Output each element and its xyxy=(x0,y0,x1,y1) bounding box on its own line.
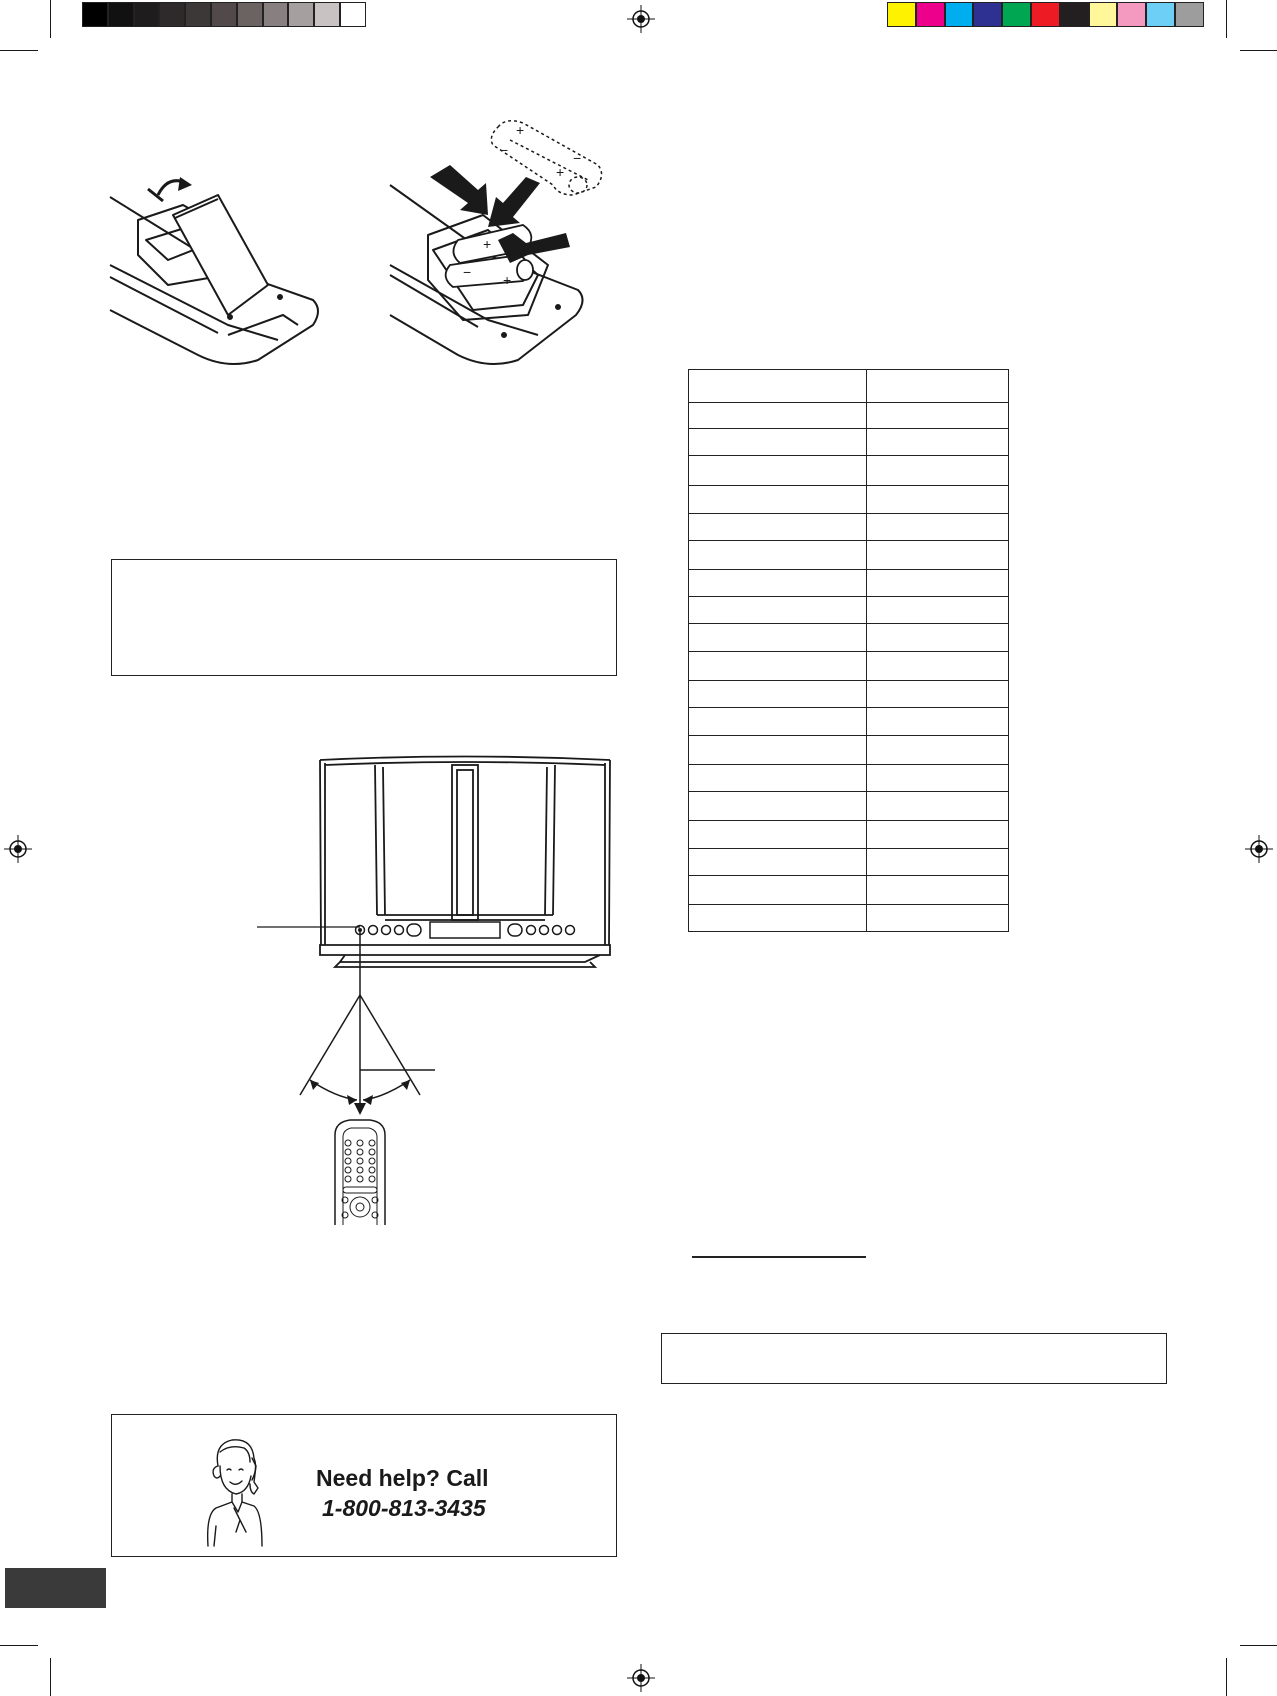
registration-mark-icon xyxy=(3,834,33,864)
svg-text:+: + xyxy=(483,236,492,252)
stereo-unit-illustration xyxy=(255,755,615,1225)
table-cell xyxy=(867,570,1009,597)
table-row xyxy=(689,849,1009,876)
table-row xyxy=(689,370,1009,403)
table-row xyxy=(689,765,1009,792)
table-row xyxy=(689,876,1009,905)
table-row xyxy=(689,736,1009,765)
color-swatch xyxy=(108,2,134,27)
table-row xyxy=(689,541,1009,570)
table-cell xyxy=(689,876,867,905)
color-swatch xyxy=(1175,2,1204,27)
svg-text:+: + xyxy=(503,272,512,288)
table-cell xyxy=(689,456,867,486)
table-row xyxy=(689,456,1009,486)
svg-text:+: + xyxy=(516,122,525,138)
table-cell xyxy=(867,905,1009,932)
table-cell xyxy=(689,486,867,514)
table-row xyxy=(689,403,1009,429)
color-swatch xyxy=(973,2,1002,27)
color-swatch xyxy=(340,2,366,27)
table-cell xyxy=(689,370,867,403)
table-cell xyxy=(867,429,1009,456)
table-cell xyxy=(867,652,1009,681)
table-cell xyxy=(867,456,1009,486)
color-swatch xyxy=(134,2,160,27)
registration-mark-icon xyxy=(1244,834,1274,864)
table-row xyxy=(689,514,1009,541)
table-cell xyxy=(867,821,1009,849)
note-box-right xyxy=(661,1333,1167,1384)
table-cell xyxy=(867,876,1009,905)
table-row xyxy=(689,429,1009,456)
color-swatch xyxy=(1060,2,1089,27)
table-row xyxy=(689,905,1009,932)
table-cell xyxy=(867,541,1009,570)
svg-text:−: − xyxy=(573,150,582,166)
table-cell xyxy=(689,681,867,708)
color-swatch xyxy=(314,2,340,27)
table-cell xyxy=(689,792,867,821)
table-cell xyxy=(867,708,1009,736)
color-swatch xyxy=(211,2,237,27)
table-cell xyxy=(689,403,867,429)
registration-mark-icon xyxy=(626,1663,656,1693)
svg-text:−: − xyxy=(500,142,509,158)
table-row xyxy=(689,486,1009,514)
table-cell xyxy=(867,736,1009,765)
help-title: Need help? Call xyxy=(316,1465,489,1491)
table-cell xyxy=(867,792,1009,821)
table-row xyxy=(689,708,1009,736)
table-cell xyxy=(867,849,1009,876)
svg-text:+: + xyxy=(556,164,565,180)
table-row xyxy=(689,792,1009,821)
table-cell xyxy=(689,514,867,541)
color-swatch xyxy=(185,2,211,27)
color-swatch xyxy=(1146,2,1175,27)
color-swatch xyxy=(288,2,314,27)
table-row xyxy=(689,821,1009,849)
table-cell xyxy=(867,403,1009,429)
color-swatch xyxy=(263,2,289,27)
table-row xyxy=(689,681,1009,708)
registration-mark-icon xyxy=(626,4,656,34)
table-cell xyxy=(689,765,867,792)
table-row xyxy=(689,597,1009,624)
table-cell xyxy=(689,541,867,570)
color-swatch xyxy=(945,2,974,27)
table-cell xyxy=(689,905,867,932)
table-row xyxy=(689,652,1009,681)
table-row xyxy=(689,570,1009,597)
table-cell xyxy=(689,849,867,876)
help-phone-number: 1-800-813-3435 xyxy=(322,1495,486,1521)
table-cell xyxy=(867,597,1009,624)
table-cell xyxy=(689,708,867,736)
underline-rule xyxy=(692,1256,866,1258)
table-cell xyxy=(867,370,1009,403)
color-swatch xyxy=(82,2,108,27)
color-swatch xyxy=(159,2,185,27)
color-swatch xyxy=(916,2,945,27)
remote-battery-insert-illustration xyxy=(388,115,618,375)
color-swatch xyxy=(1117,2,1146,27)
note-box xyxy=(111,559,617,676)
table-cell xyxy=(867,624,1009,652)
table-cell xyxy=(689,429,867,456)
color-swatch xyxy=(1089,2,1118,27)
table-cell xyxy=(689,736,867,765)
svg-text:−: − xyxy=(463,264,472,280)
remote-cover-open-illustration xyxy=(108,175,328,375)
code-table xyxy=(688,369,1009,932)
table-cell xyxy=(689,570,867,597)
color-swatch xyxy=(237,2,263,27)
table-cell xyxy=(867,765,1009,792)
table-cell xyxy=(867,486,1009,514)
page-tab xyxy=(5,1568,106,1608)
control-buttons xyxy=(356,922,575,938)
table-cell xyxy=(867,681,1009,708)
table-cell xyxy=(689,821,867,849)
color-swatch xyxy=(887,2,916,27)
help-lady-icon xyxy=(196,1436,276,1546)
table-cell xyxy=(689,624,867,652)
table-row xyxy=(689,624,1009,652)
table-cell xyxy=(689,652,867,681)
color-swatch xyxy=(1031,2,1060,27)
table-cell xyxy=(867,514,1009,541)
color-swatch xyxy=(1002,2,1031,27)
table-cell xyxy=(689,597,867,624)
